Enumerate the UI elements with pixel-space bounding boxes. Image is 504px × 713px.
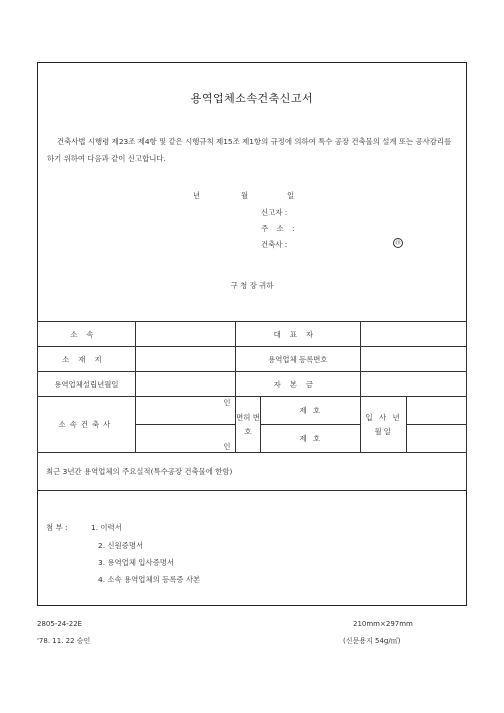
architect-seal-1: 인 (135, 397, 235, 425)
location-label: 소재지 (38, 347, 136, 372)
recent-performance[interactable]: 최근 3년간 용역업체의 주요실적(특수공장 건축물에 한함) (38, 453, 467, 491)
attachment-item: 1. 이력서 (91, 523, 122, 532)
license-number-1: 제 호 (261, 397, 361, 425)
license-number-2: 제 호 (261, 425, 361, 453)
reporter-label: 신고자 : (261, 208, 288, 217)
join-date-label: 입 사 년월일 (361, 397, 407, 453)
document-title: 용역업체소속건축신고서 (190, 92, 314, 105)
established-value[interactable] (135, 372, 235, 397)
paper-spec: (신문용지 54g/㎡) (343, 637, 401, 645)
license-label: 면허 번호 (235, 397, 261, 453)
architect-label: 소속건축사 (38, 397, 136, 453)
date-month-label: 월 (241, 191, 249, 200)
representative-value[interactable] (361, 322, 467, 347)
attachment-item: 2. 신원증명서 (98, 541, 144, 550)
registration-label: 용역업체 등록번호 (235, 347, 361, 372)
representative-label: 대표자 (235, 322, 361, 347)
info-table (37, 321, 467, 491)
architect-seal-2: 인 (135, 425, 235, 453)
capital-value[interactable] (361, 372, 467, 397)
address-label: 주 소 : (261, 224, 298, 233)
location-value[interactable] (135, 347, 235, 372)
date-year-label: 년 (193, 191, 201, 200)
seal-mark: ㊞ (393, 238, 403, 248)
declaration-text: 건축사법 시행령 제23조 제4항 및 같은 시행규칙 제15조 제1항의 규정에 의하여 특수 공장 건축물의 설계 또는 공사감리를 하기 위하여 다음과 같이 신고합니다. (47, 137, 452, 163)
architect-label: 건축사 : (261, 240, 288, 249)
addressee: 구 청 장 귀하 (230, 281, 274, 290)
affiliation-label: 소속 (38, 322, 136, 347)
approval-date: '78. 11. 22 승인 (37, 637, 91, 645)
paper-size: 210mm×297mm (353, 620, 413, 628)
join-date-value-2[interactable] (407, 425, 467, 453)
join-date-value-1[interactable] (407, 397, 467, 425)
capital-label: 자본금 (235, 372, 361, 397)
affiliation-value[interactable] (135, 322, 235, 347)
attachment-item: 3. 용역업체 입사증명서 (98, 558, 175, 567)
registration-value[interactable] (361, 347, 467, 372)
attachments-label: 첨 부 : (46, 523, 68, 532)
established-label: 용역업체설립년월일 (38, 372, 136, 397)
attachment-item: 4. 소속 용역업체의 등록증 사본 (98, 575, 201, 584)
form-number: 2805-24-22E (37, 620, 83, 628)
date-day-label: 일 (287, 191, 295, 200)
